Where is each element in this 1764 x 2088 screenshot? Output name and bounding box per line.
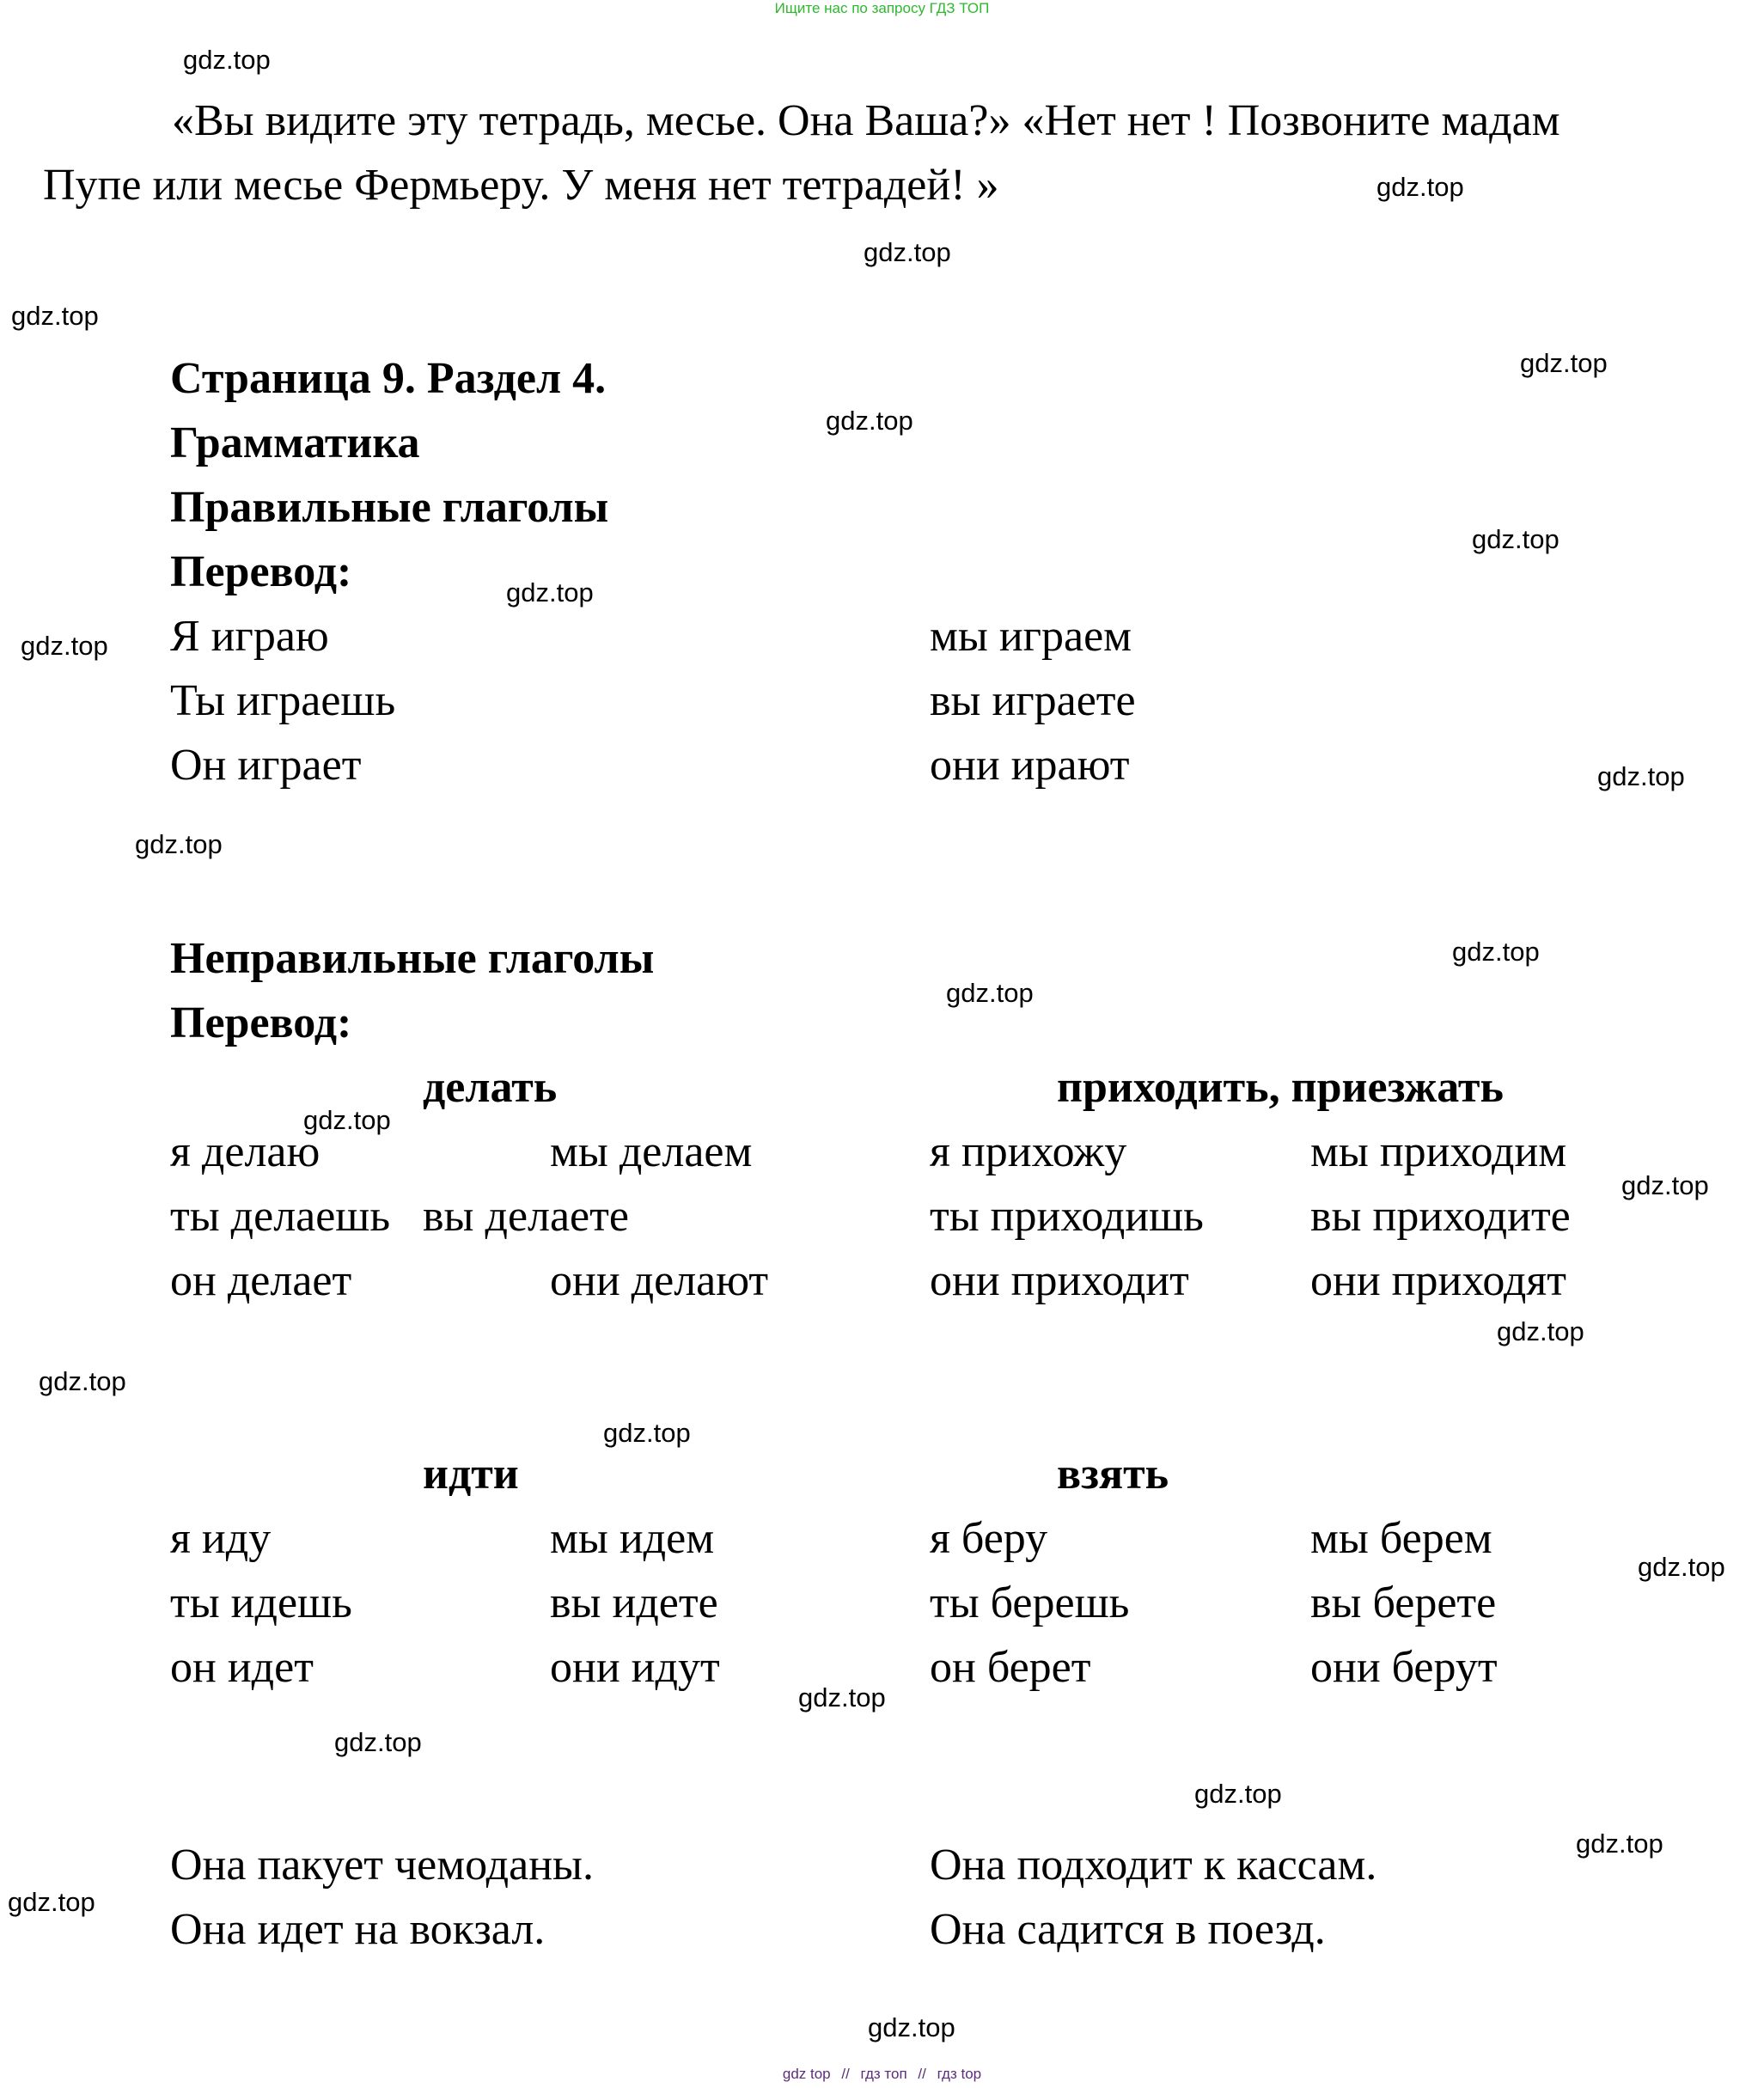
vzyat-plural-1: мы берем: [1310, 1514, 1492, 1563]
sentence-left-2: Она идет на вокзал.: [170, 1905, 546, 1954]
idti-plural-3: они идут: [550, 1643, 720, 1692]
watermark: gdz.top: [603, 1418, 691, 1448]
prikhodit-plural-2: вы приходите: [1310, 1192, 1571, 1241]
sentence-left-1: Она пакует чемоданы.: [170, 1841, 594, 1890]
footer-separator: //: [918, 2066, 926, 2082]
watermark: gdz.top: [826, 406, 913, 436]
vzyat-singular-3: он берет: [930, 1643, 1091, 1692]
regular-plural-3: они ирают: [930, 741, 1130, 790]
prikhodit-singular-2: ты приходишь: [930, 1192, 1204, 1241]
prikhodit-singular-1: я прихожу: [930, 1127, 1127, 1176]
prikhodit-singular-3: они приходит: [930, 1256, 1189, 1305]
watermark: gdz.top: [1194, 1779, 1282, 1809]
watermark: gdz.top: [1520, 348, 1608, 378]
top-banner[interactable]: Ищите нас по запросу ГДЗ ТОП: [774, 0, 990, 16]
regular-verbs-heading: Правильные глаголы: [170, 483, 609, 532]
watermark: gdz.top: [1621, 1170, 1709, 1200]
vzyat-plural-2: вы берете: [1310, 1578, 1497, 1627]
delat-singular-2: ты делаешь: [170, 1192, 391, 1241]
watermark: gdz.top: [11, 301, 99, 331]
regular-singular-1: Я играю: [170, 612, 329, 661]
watermark: gdz.top: [1638, 1552, 1725, 1582]
delat-plural-1: мы делаем: [550, 1127, 753, 1176]
delat-singular-3: он делает: [170, 1256, 352, 1305]
vzyat-singular-1: я беру: [930, 1514, 1048, 1563]
idti-plural-2: вы идете: [550, 1578, 718, 1627]
watermark: gdz.top: [334, 1727, 422, 1757]
regular-plural-1: мы играем: [930, 612, 1132, 661]
regular-singular-2: Ты играешь: [170, 676, 396, 725]
intro-line-2: Пупе или месье Фермьеру. У меня нет тетрадей! »: [43, 161, 999, 210]
delat-singular-1: я делаю: [170, 1127, 320, 1176]
watermark: gdz.top: [506, 577, 594, 607]
idti-singular-2: ты идешь: [170, 1578, 352, 1627]
intro-line-1: «Вы видите эту тетрадь, месье. Она Ваша?» «Нет нет ! Позвоните мадам: [172, 96, 1560, 145]
footer-link-gdz-top-ru[interactable]: гдз топ: [860, 2066, 907, 2082]
prikhodit-plural-3: они приходят: [1310, 1256, 1566, 1305]
vzyat-singular-2: ты берешь: [930, 1578, 1130, 1627]
watermark: gdz.top: [135, 829, 223, 859]
page-title: Страница 9. Раздел 4.: [170, 354, 607, 403]
sentence-right-1: Она подходит к кассам.: [930, 1841, 1377, 1890]
verb-title-prikhodit: приходить, приезжать: [1057, 1063, 1504, 1112]
footer-link-gdz-top-mixed[interactable]: гдз top: [937, 2066, 982, 2082]
footer-separator: //: [841, 2066, 850, 2082]
verb-title-idti: идти: [423, 1450, 519, 1499]
watermark: gdz.top: [1376, 172, 1464, 202]
delat-plural-3: они делают: [550, 1256, 769, 1305]
watermark: gdz.top: [1472, 524, 1560, 554]
watermark: gdz.top: [8, 1887, 95, 1917]
watermark: gdz.top: [303, 1105, 391, 1135]
vzyat-plural-3: они берут: [1310, 1643, 1498, 1692]
watermark: gdz.top: [868, 2012, 955, 2042]
idti-plural-1: мы идем: [550, 1514, 715, 1563]
watermark: gdz.top: [1452, 937, 1540, 967]
irregular-verbs-heading: Неправильные глаголы: [170, 934, 655, 983]
delat-plural-2: вы делаете: [423, 1192, 629, 1241]
watermark: gdz.top: [864, 237, 951, 267]
regular-singular-3: Он играет: [170, 741, 362, 790]
prikhodit-plural-1: мы приходим: [1310, 1127, 1567, 1176]
sentence-right-2: Она садится в поезд.: [930, 1905, 1326, 1954]
idti-singular-3: он идет: [170, 1643, 314, 1692]
watermark: gdz.top: [183, 45, 271, 75]
irregular-translation-label: Перевод:: [170, 998, 352, 1047]
watermark: gdz.top: [1597, 761, 1685, 791]
regular-plural-2: вы играете: [930, 676, 1136, 725]
grammar-heading: Грамматика: [170, 418, 420, 467]
watermark: gdz.top: [21, 631, 108, 661]
idti-singular-1: я иду: [170, 1514, 272, 1563]
verb-title-vzyat: взять: [1057, 1450, 1169, 1499]
watermark: gdz.top: [946, 978, 1034, 1008]
watermark: gdz.top: [1497, 1316, 1584, 1346]
translation-label: Перевод:: [170, 547, 352, 596]
watermark: gdz.top: [1576, 1829, 1663, 1859]
watermark: gdz.top: [39, 1366, 126, 1396]
footer-link-gdz-top[interactable]: gdz top: [782, 2066, 831, 2082]
footer-links: [0, 2066, 1764, 2083]
verb-title-delat: делать: [423, 1063, 558, 1112]
watermark: gdz.top: [798, 1682, 886, 1713]
